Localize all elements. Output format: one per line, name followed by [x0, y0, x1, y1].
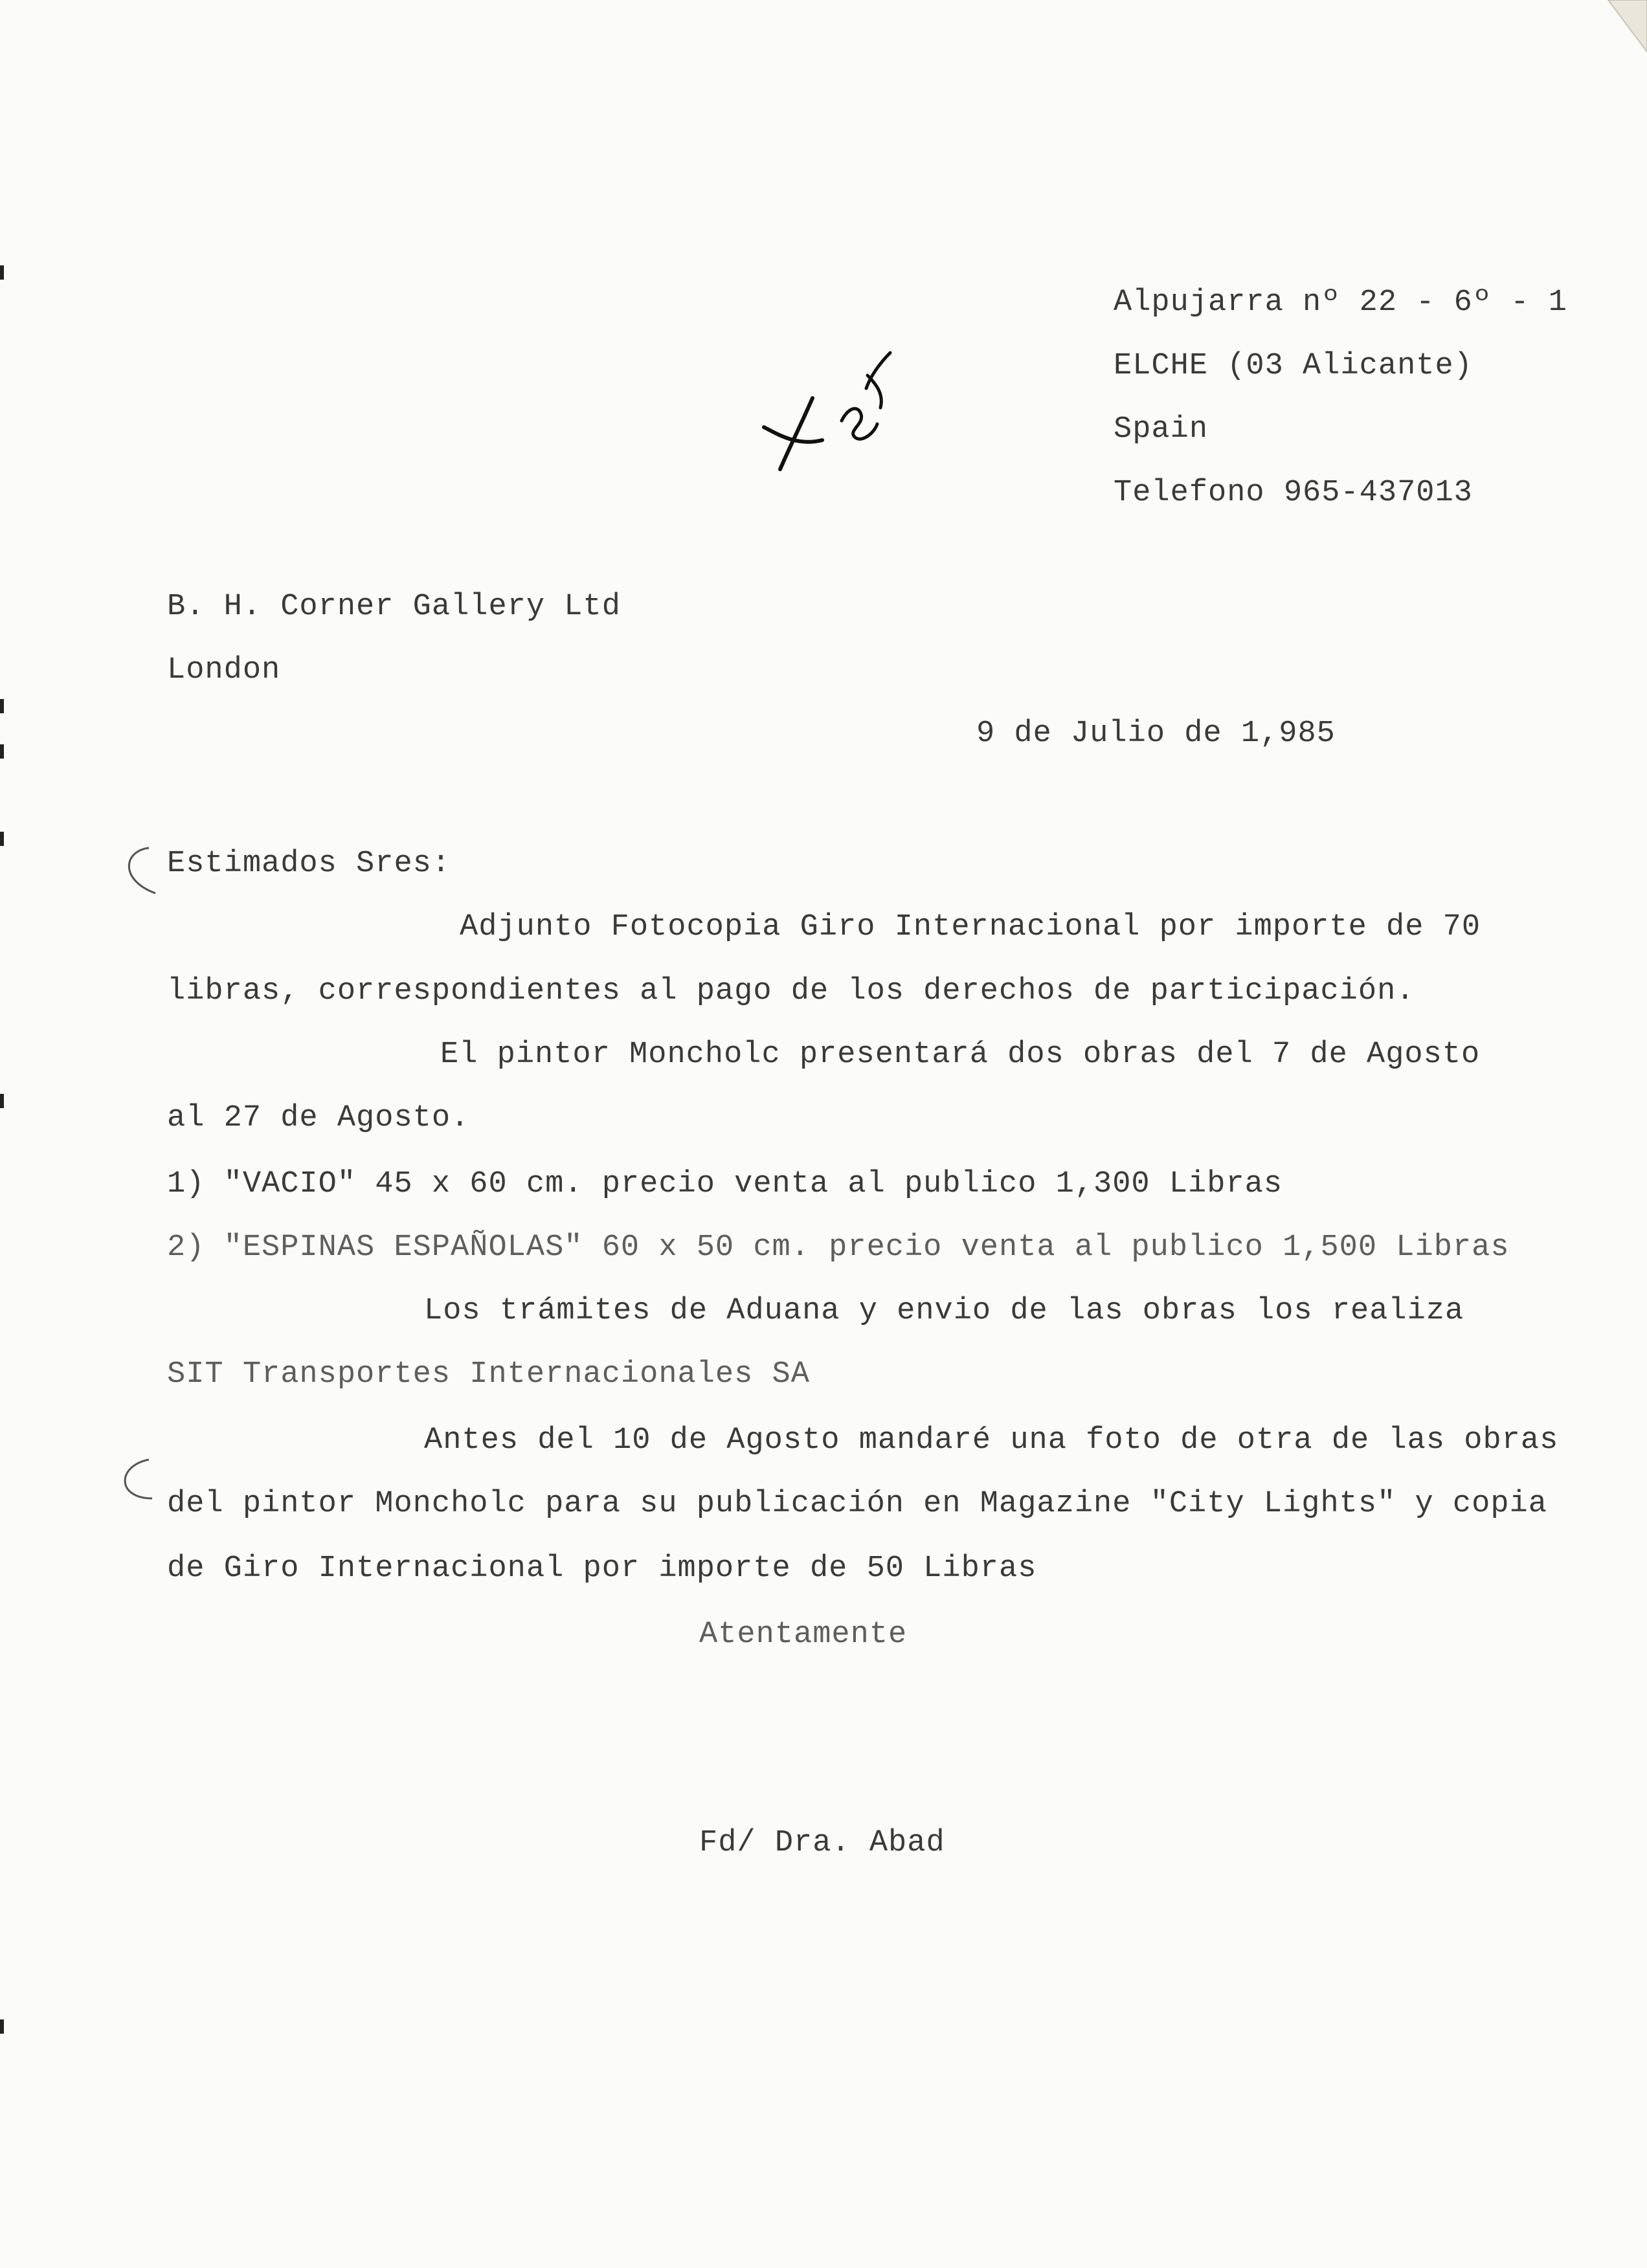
sender-city-line: ELCHE (03 Alicante) [1114, 349, 1473, 383]
body-p3-line1: Los trámites de Aduana y envio de las obras los realiza [424, 1294, 1464, 1328]
body-p4-line3: de Giro Internacional por importe de 50 Libras [167, 1551, 1037, 1586]
signature: Fd/ Dra. Abad [699, 1826, 945, 1860]
body-p4-line1: Antes del 10 de Agosto mandaré una foto de otra de las obras [424, 1423, 1559, 1458]
salutation: Estimados Sres: [167, 847, 451, 881]
recipient-name: B. H. Corner Gallery Ltd [167, 590, 621, 624]
margin-mark [0, 265, 4, 280]
margin-mark [0, 699, 4, 713]
margin-mark [0, 2019, 4, 2034]
body-p3-line2: SIT Transportes Internacionales SA [167, 1357, 810, 1392]
letter-date: 9 de Julio de 1,985 [976, 717, 1336, 751]
margin-mark [0, 1094, 4, 1108]
artwork-item-1: 1) "VACIO" 45 x 60 cm. precio venta al publico 1,300 Libras [167, 1167, 1283, 1201]
recipient-city: London [167, 653, 281, 687]
body-p4-line2: del pintor Moncholc para su publicación en Magazine "City Lights" y copia [167, 1487, 1547, 1521]
margin-mark [0, 744, 4, 759]
artwork-item-2: 2) "ESPINAS ESPAÑOLAS" 60 x 50 cm. precio venta al publico 1,500 Libras [167, 1230, 1510, 1265]
body-p2-line2: al 27 de Agosto. [167, 1101, 470, 1135]
body-p2-line1: El pintor Moncholc presentará dos obras del 7 de Agosto [440, 1038, 1481, 1072]
folded-corner [1569, 0, 1647, 78]
body-p1-line2: libras, correspondientes al pago de los derechos de participación. [167, 974, 1415, 1008]
margin-bracket [110, 841, 162, 900]
margin-mark [0, 832, 4, 846]
body-p1-line1: Adjunto Fotocopia Giro Internacional por importe de 70 [460, 910, 1481, 944]
closing: Atentamente [699, 1618, 908, 1652]
sender-phone: Telefono 965-437013 [1114, 476, 1473, 510]
handwritten-annotation [751, 350, 906, 479]
sender-country: Spain [1114, 412, 1209, 447]
sender-address-line: Alpujarra nº 22 - 6º - 1 [1114, 285, 1567, 320]
margin-bracket [107, 1453, 159, 1511]
